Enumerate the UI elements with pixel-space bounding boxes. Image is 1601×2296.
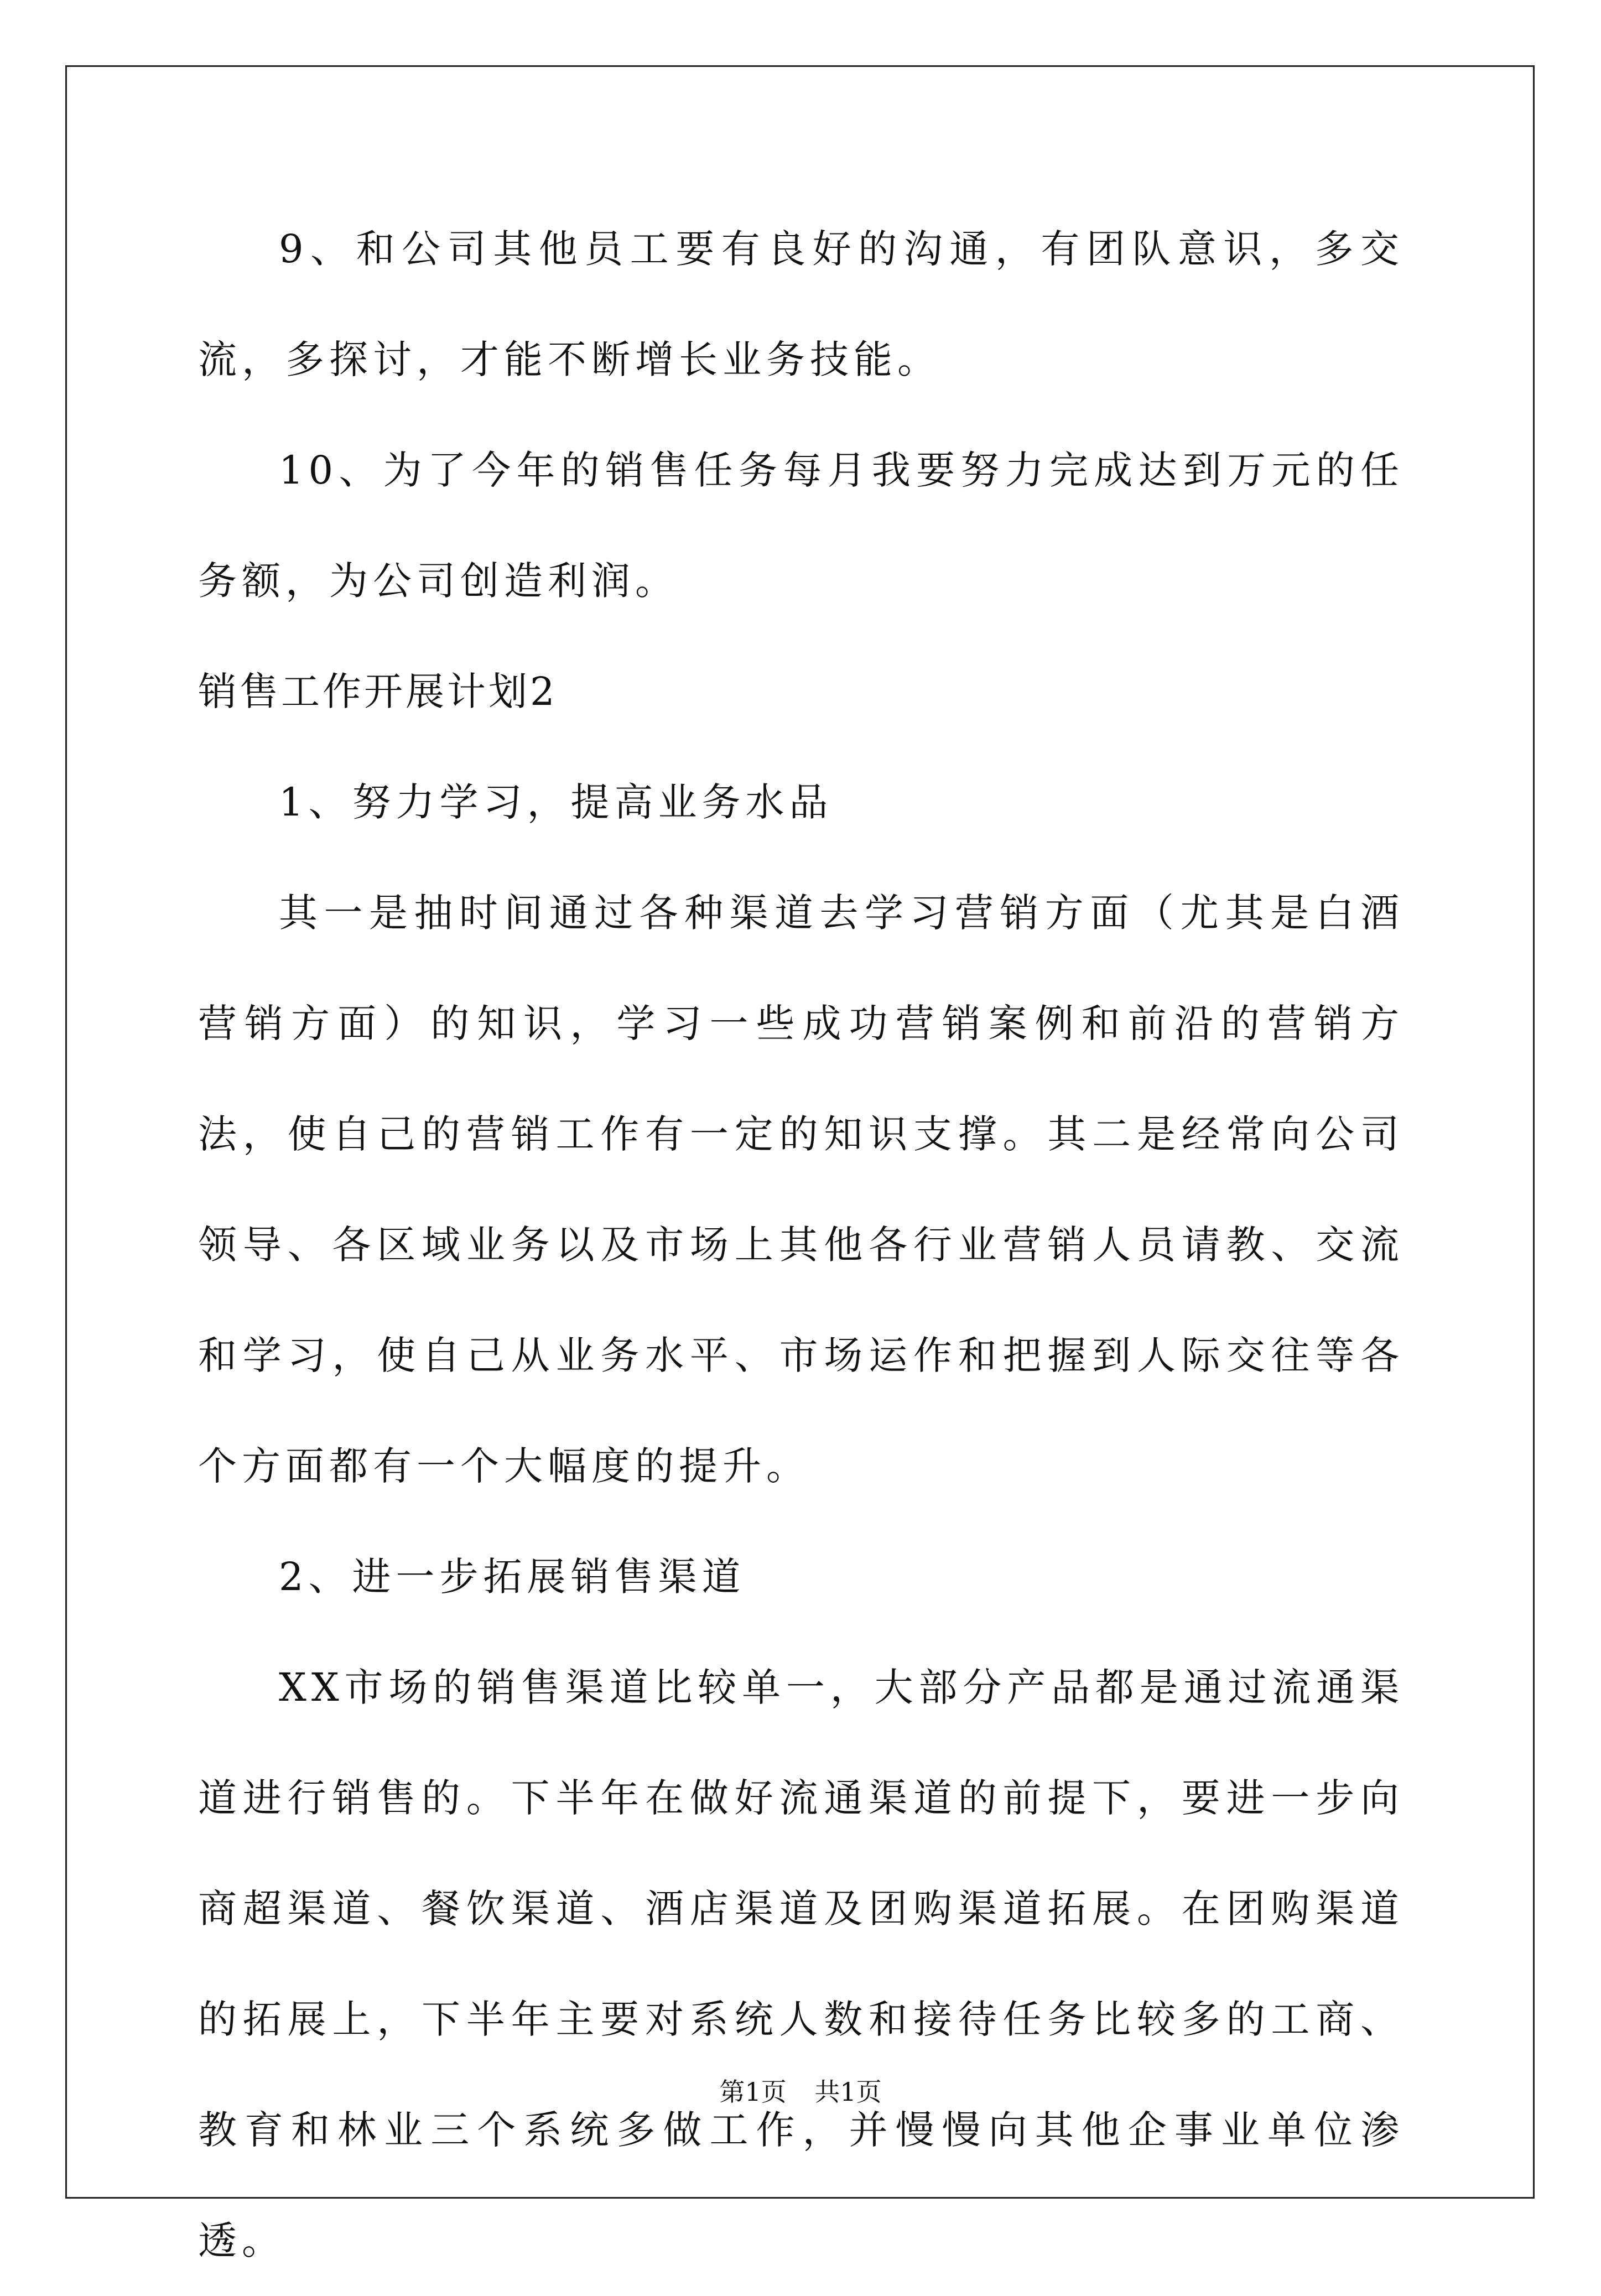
subheading-channels: 2、进一步拓展销售渠道 [279, 1554, 746, 1599]
page-number-total: 共1页 [814, 2077, 882, 2107]
page-number-current: 第1页 [719, 2077, 787, 2107]
paragraph-study: 其一是抽时间通过各种渠道去学习营销方面（尤其是白酒营销方面）的知识，学习一些成功营销案例和前沿的营销方法，使自己的营销工作有一定的知识支撑。其二是经常向公司领导、各区域业务以及市场上其他各行业营销人员请教、交流和学习，使自己从业务水平、市场运作和把握到人际交往等各个方面都有一个大幅度的提升。 [198, 890, 1404, 1489]
page-footer [0, 2072, 1601, 2108]
section-heading: 销售工作开展计划2 [198, 669, 558, 714]
paragraph-item-9: 9、和公司其他员工要有良好的沟通，有团队意识，多交流，多探讨，才能不断增长业务技能。 [198, 226, 1404, 382]
document-body [198, 194, 1404, 2296]
subheading-study: 1、努力学习，提高业务水品 [279, 780, 833, 825]
paragraph-channels: XX市场的销售渠道比较单一，大部分产品都是通过流通渠道进行销售的。下半年在做好流通渠道的前提下，要进一步向商超渠道、餐饮渠道、酒店渠道及团购渠道拓展。在团购渠道的拓展上，下半年主要对系统人数和接待任务比较多的工商、教育和林业三个系统多做工作，并慢慢向其他企事业单位渗透。 [198, 1665, 1404, 2263]
paragraph-item-10: 10、为了今年的销售任务每月我要努力完成达到万元的任务额，为公司创造利润。 [198, 448, 1404, 604]
